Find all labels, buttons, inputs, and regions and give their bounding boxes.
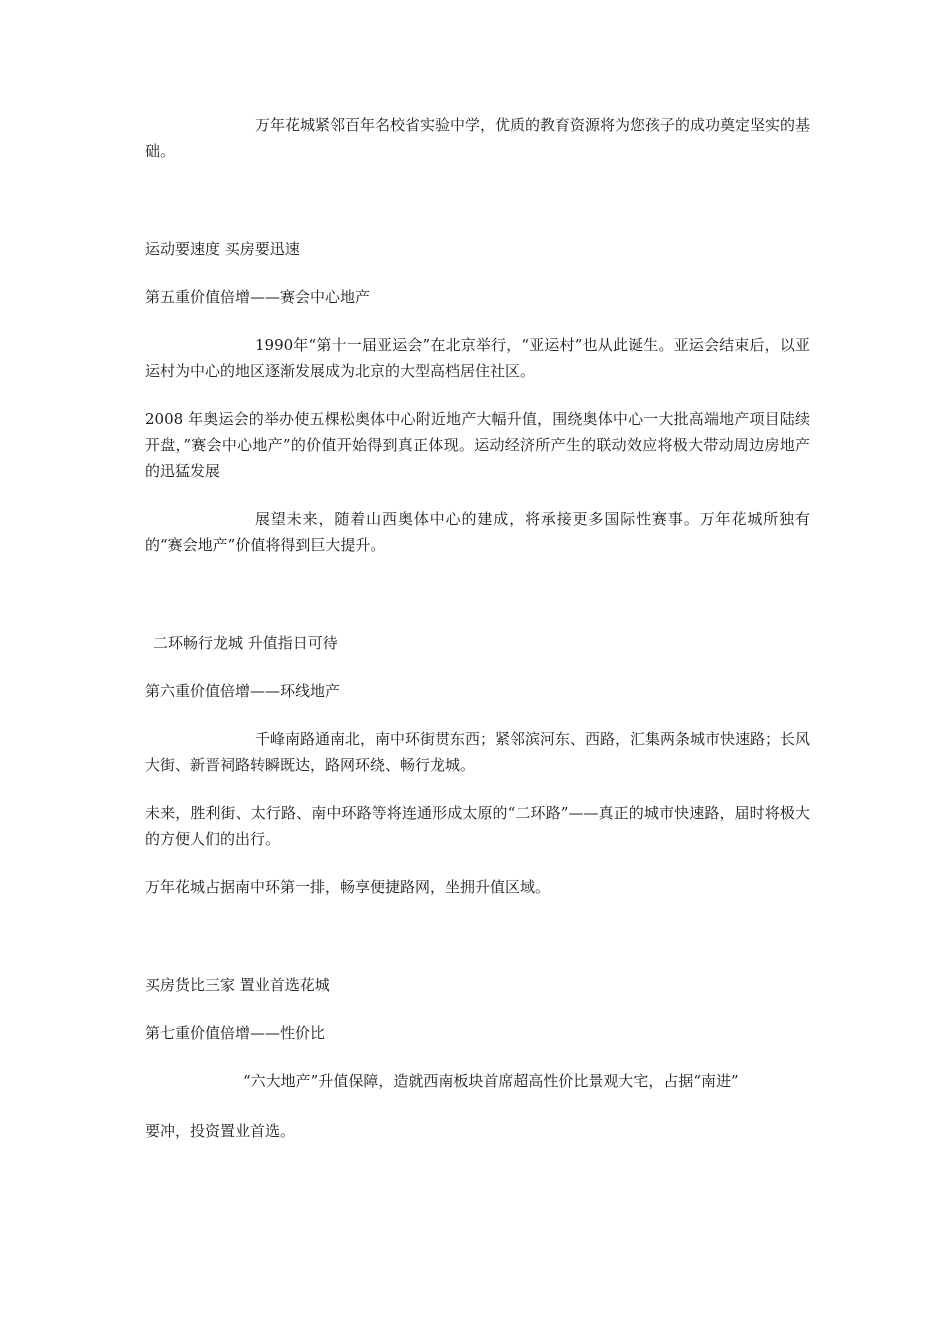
paragraph-roads: 千峰南路通南北，南中环街贯东西；紧邻滨河东、西路，汇集两条城市快速路；长风大街、新晋祠路转瞬既达，路网环绕、畅行龙城。 xyxy=(145,730,811,774)
paragraph-education: 万年花城紧邻百年名校省实验中学，优质的教育资源将为您孩子的成功奠定坚实的基础。 xyxy=(145,116,811,160)
paragraph-location: 万年花城占据南中环第一排，畅享便捷路网，坐拥升值区域。 xyxy=(145,878,551,896)
paragraph-asian-games: 1990年“第十一届亚运会”在北京举行，“亚运村”也从此诞生。亚运会结束后，以亚运村为中心的地区逐渐发展成为北京的大型高档居住社区。 xyxy=(145,336,810,380)
paragraph-olympics: 2008 年奥运会的举办使五棵松奥体中心附近地产大幅升值，围绕奥体中心一大批高端地产项目陆续开盘，”赛会中心地产”的价值开始得到真正体现。运动经济所产生的联动效应将极大带动周边房地产的迅猛发展 xyxy=(145,410,810,480)
section-title-fifth-value: 第五重价值倍增——赛会中心地产 xyxy=(145,288,371,306)
section-heading-compare: 买房货比三家 置业首选花城 xyxy=(145,976,330,994)
section-heading-sports: 运动要速度 买房要迅速 xyxy=(145,240,300,258)
paragraph-second-ring: 未来，胜利街、太行路、南中环路等将连通形成太原的“二环路”——真正的城市快速路，届时将极大的方便人们的出行。 xyxy=(145,804,810,848)
paragraph-investment: 要冲，投资置业首选。 xyxy=(145,1122,296,1140)
section-heading-ring-road: 二环畅行龙城 升值指日可待 xyxy=(153,634,338,652)
section-title-sixth-value: 第六重价值倍增——环线地产 xyxy=(145,682,341,700)
paragraph-outlook: 展望未来，随着山西奥体中心的建成，将承接更多国际性赛事。万年花城所独有的“赛会地产”价值将得到巨大提升。 xyxy=(145,510,810,554)
document-page xyxy=(145,112,810,1144)
section-title-seventh-value: 第七重价值倍增——性价比 xyxy=(145,1024,326,1042)
paragraph-six-estates: “六大地产”升值保障，造就西南板块首席超高性价比景观大宅，占据“南进” xyxy=(243,1072,739,1090)
